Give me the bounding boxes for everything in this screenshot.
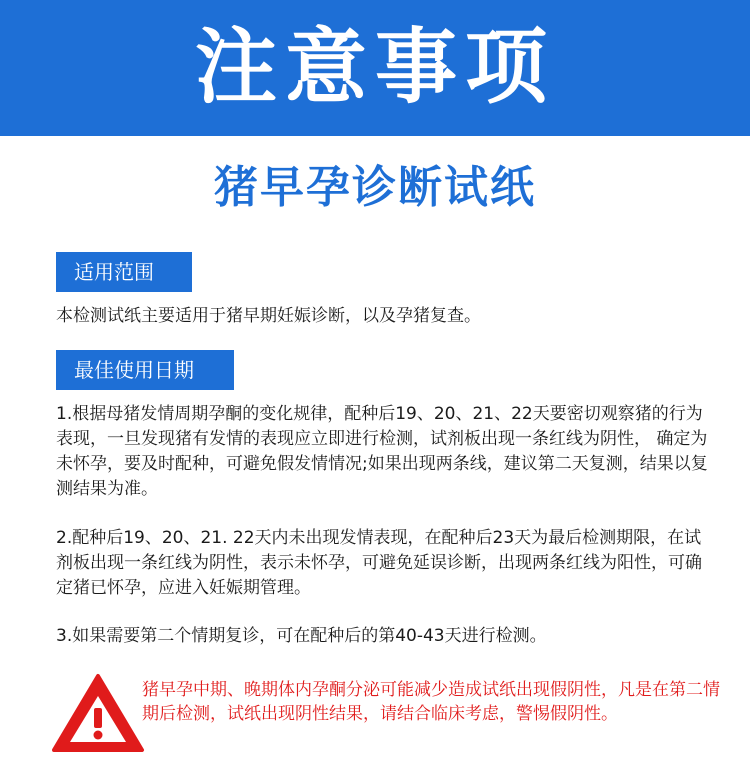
section-label-best-date: 最佳使用日期 (56, 350, 234, 390)
instruction-item-3: 3.如果需要第二个情期复诊，可在配种后的第40-43天进行检测。 (56, 626, 547, 646)
page-title: 注意事项 (194, 20, 555, 115)
instruction-item-1: 1.根据母猪发情周期孕酮的变化规律，配种后19、20、21、22天要密切观察猪的行为表现，一旦发现猪有发情的表现应立即进行检测，试剂板出现一条红线为阴性， 确定为未怀孕，要及时配种，可避免假发情情况;如果出现两条线，建议第二天复测，结果以复测结果为准。 (56, 404, 708, 499)
warning-triangle-icon (50, 672, 146, 754)
warning-text: 猪早孕中期、晚期体内孕酮分泌可能减少造成试纸出现假阴性，凡是在第二情期后检测，试纸出现阴性结果，请结合临床考虑，警惕假阴性。 (142, 680, 720, 724)
product-title: 猪早孕诊断试纸 (214, 162, 536, 213)
header-banner (0, 0, 750, 136)
section-label-scope: 适用范围 (56, 252, 192, 292)
instruction-item-2: 2.配种后19、20、21. 22天内未出现发情表现，在配种后23天为最后检测期限，在试剂板出现一条红线为阴性，表示未怀孕，可避免延误诊断，出现两条红线为阳性，可确定猪已怀孕，应进入妊娠期管理。 (56, 528, 702, 598)
scope-text: 本检测试纸主要适用于猪早期妊娠诊断，以及孕猪复查。 (56, 306, 481, 326)
